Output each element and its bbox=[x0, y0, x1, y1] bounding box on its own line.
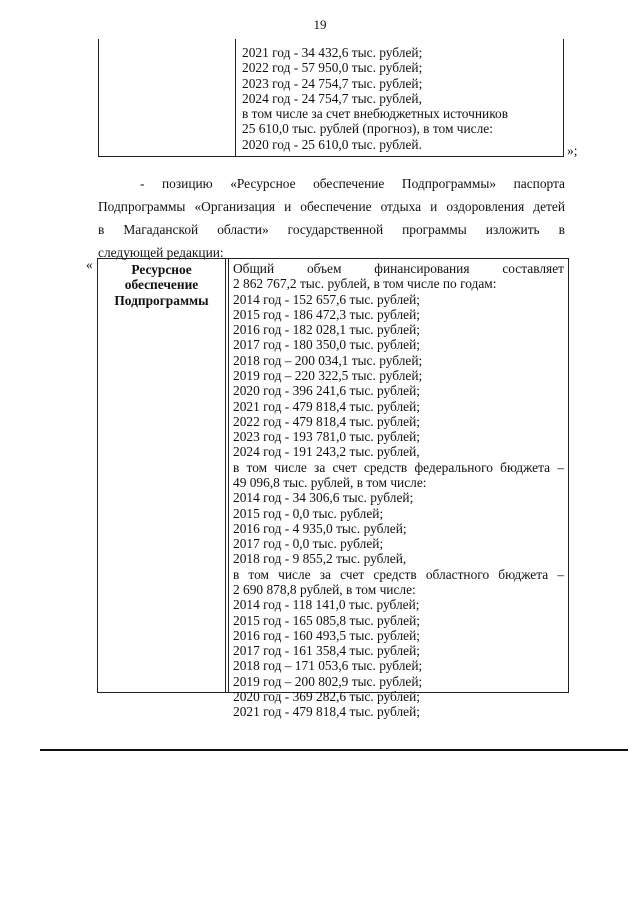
federal-line: 2018 год - 9 855,2 тыс. рублей, bbox=[233, 551, 407, 567]
financing-line: 2022 год - 479 818,4 тыс. рублей; bbox=[233, 413, 420, 429]
financing-line: 2016 год - 182 028,1 тыс. рублей; bbox=[233, 322, 420, 338]
financing-line: 2014 год - 152 657,6 тыс. рублей; bbox=[233, 291, 420, 307]
top-table-left-cell bbox=[99, 39, 236, 156]
regional-line: 2017 год - 161 358,4 тыс. рублей; bbox=[233, 643, 420, 659]
financing-line: 2 862 767,2 тыс. рублей, в том числе по годам: bbox=[233, 276, 497, 292]
financing-line: 2024 год - 191 243,2 тыс. рублей, bbox=[233, 444, 420, 460]
paragraph-line: Подпрограммы «Организация и обеспечение отдыха и оздоровления детей bbox=[98, 199, 565, 214]
regional-line: 2015 год - 165 085,8 тыс. рублей; bbox=[233, 612, 420, 628]
top-table-line: 2020 год - 25 610,0 тыс. рублей. bbox=[242, 136, 422, 152]
paragraph-line: в Магаданской области» государственной программы изложить в bbox=[98, 222, 565, 237]
federal-line: 2014 год - 34 306,6 тыс. рублей; bbox=[233, 490, 414, 506]
top-table-line: в том числе за счет внебюджетных источников bbox=[242, 106, 509, 122]
financing-line: 2021 год - 479 818,4 тыс. рублей; bbox=[233, 398, 420, 414]
heading-line: Ресурсное bbox=[131, 262, 192, 277]
top-table-line: 2023 год - 24 754,7 тыс. рублей; bbox=[242, 75, 423, 91]
resource-table bbox=[97, 258, 569, 720]
paragraph-line: - позицию «Ресурсное обеспечение Подпрограммы» паспорта bbox=[140, 176, 565, 191]
resource-table-heading bbox=[98, 259, 225, 308]
financing-line: 2019 год – 220 322,5 тыс. рублей; bbox=[233, 367, 423, 383]
top-table-right-cell bbox=[236, 39, 563, 156]
resource-table-heading-cell bbox=[98, 259, 226, 692]
top-table-continuation bbox=[98, 39, 564, 157]
top-table-line: 25 610,0 тыс. рублей (прогноз), в том числе: bbox=[242, 121, 493, 137]
amendment-paragraph bbox=[98, 172, 565, 264]
regional-line: 2016 год - 160 493,5 тыс. рублей; bbox=[233, 627, 420, 643]
federal-budget-line: в том числе за счет средств федерального бюджета – bbox=[233, 459, 564, 475]
page-divider bbox=[40, 749, 628, 751]
opening-quote: « bbox=[86, 257, 93, 272]
regional-line: 2014 год - 118 141,0 тыс. рублей; bbox=[233, 597, 420, 613]
regional-line: 2020 год - 369 282,6 тыс. рублей; bbox=[233, 689, 420, 705]
total-financing-line: Общий объем финансирования составляет bbox=[233, 261, 564, 276]
financing-line: 2018 год – 200 034,1 тыс. рублей; bbox=[233, 352, 423, 368]
heading-line: обеспечение bbox=[124, 277, 199, 293]
federal-line: 2017 год - 0,0 тыс. рублей; bbox=[233, 536, 384, 552]
regional-line: 2018 год – 171 053,6 тыс. рублей; bbox=[233, 658, 423, 674]
regional-line: 2021 год - 479 818,4 тыс. рублей; bbox=[233, 704, 420, 720]
top-table-line: 2024 год - 24 754,7 тыс. рублей, bbox=[242, 90, 422, 106]
federal-line: 2015 год - 0,0 тыс. рублей; bbox=[233, 505, 384, 521]
paragraph-line: следующей редакции: bbox=[98, 245, 224, 260]
federal-line: 2016 год - 4 935,0 тыс. рублей; bbox=[233, 520, 407, 536]
top-table-line: 2021 год - 34 432,6 тыс. рублей; bbox=[242, 45, 423, 60]
regional-line: 2019 год – 200 802,9 тыс. рублей; bbox=[233, 673, 423, 689]
financing-line: 2017 год - 180 350,0 тыс. рублей; bbox=[233, 337, 420, 353]
financing-line: 2015 год - 186 472,3 тыс. рублей; bbox=[233, 306, 420, 322]
closing-quote: »; bbox=[567, 143, 578, 158]
federal-line: 49 096,8 тыс. рублей, в том числе: bbox=[233, 474, 427, 490]
resource-table-content-cell bbox=[228, 259, 568, 720]
page-number: 19 bbox=[313, 17, 327, 32]
regional-line: 2 690 878,8 рублей, в том числе: bbox=[233, 581, 416, 597]
top-table-line: 2022 год - 57 950,0 тыс. рублей; bbox=[242, 60, 423, 76]
regional-budget-line: в том числе за счет средств областного бюджета – bbox=[233, 566, 564, 582]
heading-line: Подпрограммы bbox=[114, 292, 209, 308]
financing-line: 2023 год - 193 781,0 тыс. рублей; bbox=[233, 429, 420, 445]
financing-line: 2020 год - 396 241,6 тыс. рублей; bbox=[233, 383, 420, 399]
